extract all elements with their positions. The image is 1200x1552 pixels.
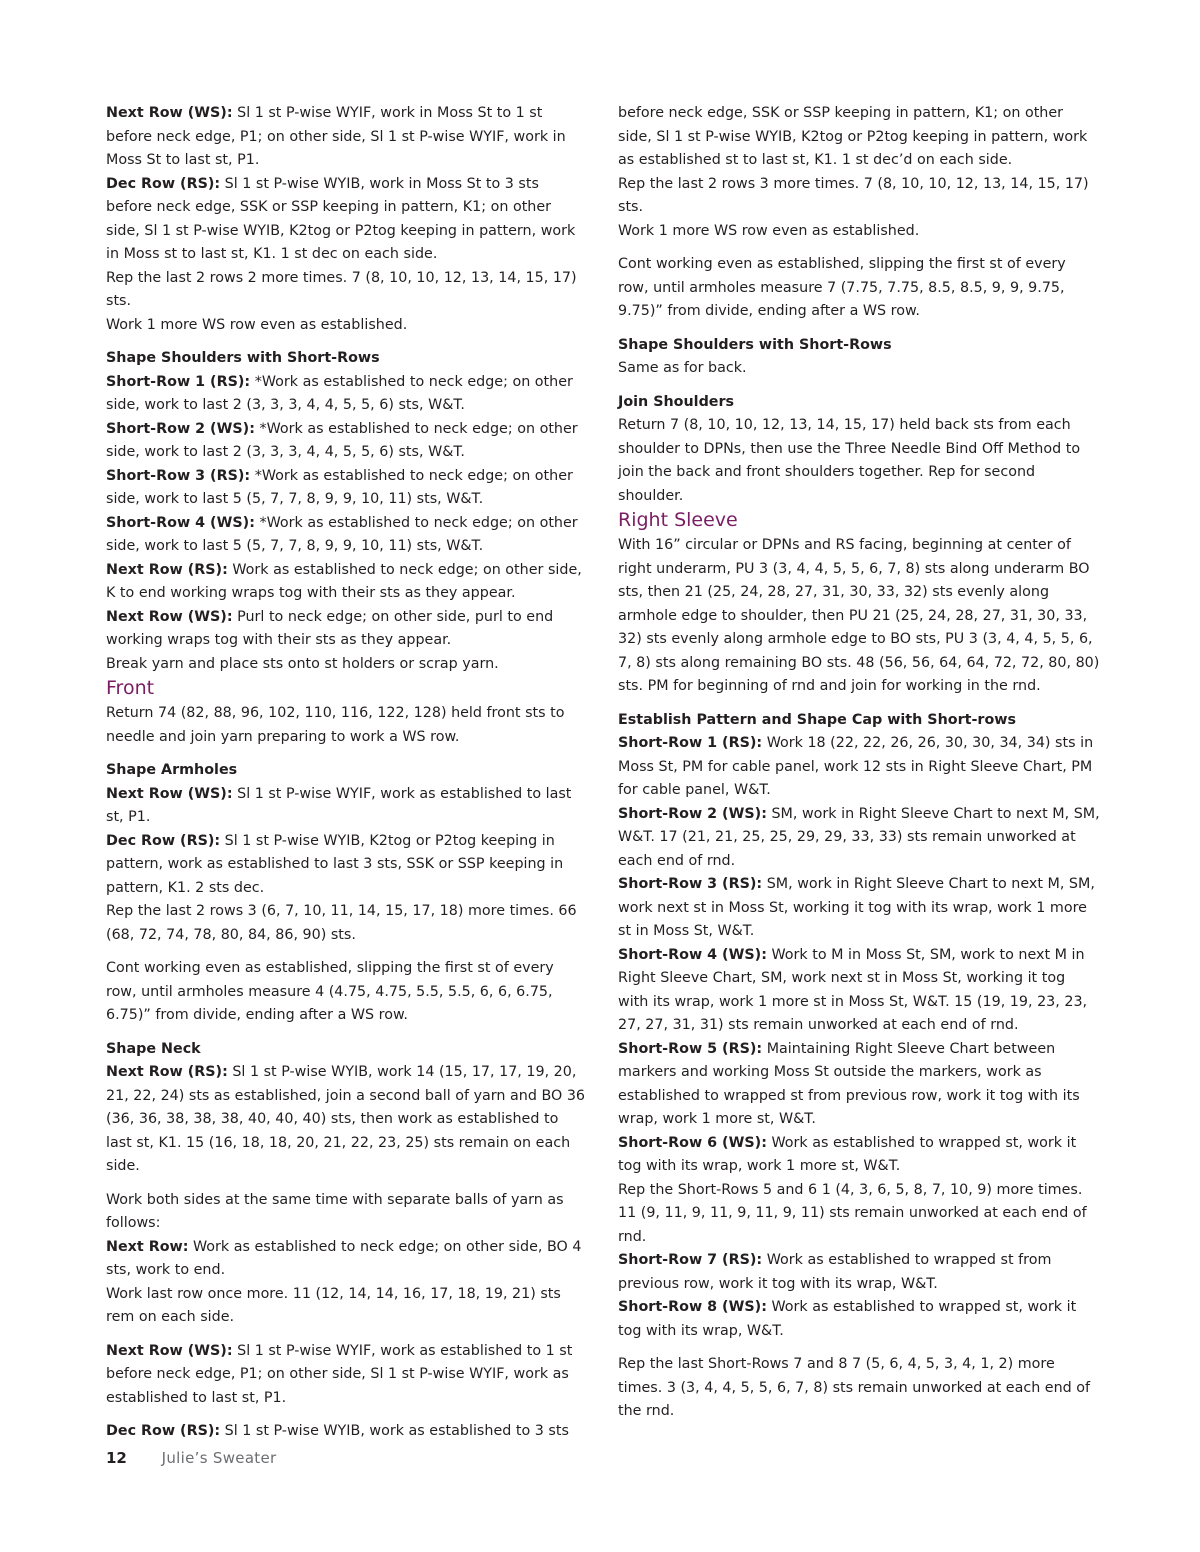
right-column (618, 102, 1100, 1424)
row-label: Short-Row 3 (RS): (106, 467, 251, 484)
instruction-paragraph (106, 783, 588, 830)
instruction-paragraph (618, 102, 1100, 173)
instruction-text: Work as established to wrapped st, work it tog with its wrap, W&T. (618, 1299, 1077, 1339)
instruction-paragraph (106, 830, 588, 901)
instruction-paragraph (106, 1061, 588, 1179)
row-label: Short-Row 4 (WS): (106, 514, 255, 531)
instruction-paragraph (618, 1353, 1100, 1424)
instruction-text: Return 74 (82, 88, 96, 102, 110, 116, 122, 128) held front sts to needle and join yarn preparing to work a WS row. (106, 705, 565, 745)
instruction-paragraph (106, 1283, 588, 1330)
instruction-text: Cont working even as established, slipping the first st of every row, until armholes measure 4 (4.75, 4.75, 5.5, 5.5, 6, 6, 6.75, 6.75)” from divide, ending after a WS row. (106, 960, 554, 1023)
instruction-paragraph (106, 559, 588, 606)
subheading: Establish Pattern and Shape Cap with Short-rows (618, 711, 1016, 728)
instruction-text: Cont working even as established, slipping the first st of every row, until armholes measure 7 (7.75, 7.75, 8.5, 8.5, 9, 9, 9.75, 9.75)” from divide, ending after a WS row. (618, 256, 1066, 319)
instruction-paragraph (618, 534, 1100, 699)
instruction-paragraph (618, 732, 1100, 803)
left-column (106, 102, 588, 1444)
section-heading: Right Sleeve (618, 509, 738, 531)
instruction-text: Work as established to neck edge; on other side, K to end working wraps tog with their sts as they appear. (106, 561, 582, 601)
instruction-text: *Work as established to neck edge; on other side, work to last 2 (3, 3, 3, 4, 4, 5, 5, 6) sts, W&T. (106, 373, 573, 413)
instruction-text: Sl 1 st P-wise WYIF, work as established to 1 st before neck edge, P1; on other side, Sl 1 st P-wise WYIF, work as established to last st, P1. (106, 1342, 573, 1406)
row-label: Short-Row 3 (RS): (618, 876, 763, 892)
instruction-paragraph (618, 173, 1100, 220)
row-label: Next Row (WS): (106, 105, 233, 121)
instruction-paragraph (618, 1249, 1100, 1296)
subheading: Shape Neck (106, 1040, 201, 1057)
instruction-text: Rep the last Short-Rows 7 and 8 7 (5, 6, 4, 5, 3, 4, 1, 2) more times. 3 (3, 4, 4, 5, 5, 6, 7, 8) sts remain unworked at each end of the rnd. (618, 1356, 1091, 1419)
row-label: Next Row (RS): (106, 1064, 228, 1080)
instruction-paragraph (618, 357, 1100, 381)
instruction-text: Break yarn and place sts onto st holders or scrap yarn. (106, 655, 499, 672)
instruction-text: Work to M in Moss St, SM, work to next M in Right Sleeve Chart, SM, work next st in Moss St, working it tog with its wrap, work 1 more st in Moss St, W&T. 15 (19, 19, 23, 23, 27, 27, 31, 31) sts remain unworked at each end of rnd. (618, 946, 1088, 1033)
instruction-paragraph (618, 253, 1100, 324)
instruction-text: Work 1 more WS row even as established. (618, 222, 920, 239)
row-label: Short-Row 6 (WS): (618, 1134, 767, 1151)
instruction-text: Rep the last 2 rows 3 more times. 7 (8, 10, 10, 12, 13, 14, 15, 17) sts. (618, 175, 1089, 215)
instruction-text: Sl 1 st P-wise WYIB, K2tog or P2tog keeping in pattern, work as established to last 3 sts, SSK or SSP keeping in pattern, K1. 2 sts dec. (106, 832, 564, 896)
instruction-text: Return 7 (8, 10, 10, 12, 13, 14, 15, 17) held back sts from each shoulder to DPNs, then use the Three Needle Bind Off Method to join the back and front shoulders together. Rep for second shoulder. (618, 417, 1081, 504)
instruction-text: *Work as established to neck edge; on other side, work to last 2 (3, 3, 3, 4, 4, 5, 5, 6) sts, W&T. (106, 420, 578, 460)
pattern-title: Julie’s Sweater (161, 1449, 277, 1467)
instruction-paragraph (106, 606, 588, 653)
instruction-text: Rep the last 2 rows 2 more times. 7 (8, 10, 10, 12, 13, 14, 15, 17) sts. (106, 269, 577, 309)
row-label: Next Row (WS): (106, 1342, 233, 1359)
instruction-paragraph (106, 267, 588, 314)
instruction-paragraph (106, 1340, 588, 1411)
row-label: Short-Row 2 (WS): (106, 420, 255, 437)
row-label: Short-Row 1 (RS): (106, 373, 251, 390)
subheading: Join Shoulders (618, 393, 735, 410)
instruction-paragraph (618, 1179, 1100, 1250)
instruction-text: Work as established to wrapped st from previous row, work it tog with its wrap, W&T. (618, 1252, 1052, 1292)
instruction-paragraph (618, 803, 1100, 874)
row-label: Short-Row 2 (WS): (618, 805, 767, 822)
instruction-text: before neck edge, SSK or SSP keeping in pattern, K1; on other side, Sl 1 st P-wise WYIB, K2tog or P2tog keeping in pattern, work as established st to last st, K1. 1 st dec’d on each side. (618, 105, 1088, 168)
instruction-paragraph (618, 944, 1100, 1038)
instruction-text: *Work as established to neck edge; on other side, work to last 5 (5, 7, 7, 8, 9, 9, 10, 11) sts, W&T. (106, 514, 578, 554)
row-label: Next Row (WS): (106, 785, 233, 802)
row-label: Short-Row 7 (RS): (618, 1252, 763, 1268)
instruction-text: Sl 1 st P-wise WYIF, work in Moss St to 1 st before neck edge, P1; on other side, Sl 1 st P-wise WYIF, work in Moss St to last st, P1. (106, 105, 566, 168)
row-label: Next Row: (106, 1238, 189, 1255)
instruction-paragraph (106, 173, 588, 267)
row-label: Short-Row 4 (WS): (618, 946, 767, 963)
instruction-text: Work as established to neck edge; on other side, BO 4 sts, work to end. (106, 1238, 582, 1278)
instruction-text: Work both sides at the same time with separate balls of yarn as follows: (106, 1191, 564, 1231)
instruction-text: Sl 1 st P-wise WYIF, work as established to last st, P1. (106, 785, 572, 825)
instruction-text: Same as for back. (618, 360, 747, 376)
instruction-paragraph (106, 900, 588, 947)
instruction-paragraph (106, 702, 588, 749)
page-footer (106, 1449, 277, 1467)
instruction-text: *Work as established to neck edge; on other side, work to last 5 (5, 7, 7, 8, 9, 9, 10, 11) sts, W&T. (106, 467, 573, 507)
instruction-text: Sl 1 st P-wise WYIB, work as established to 3 sts (220, 1423, 569, 1439)
instruction-text: Work last row once more. 11 (12, 14, 14, 16, 17, 18, 19, 21) sts rem on each side. (106, 1285, 561, 1325)
instruction-paragraph (106, 371, 588, 418)
instruction-text: Maintaining Right Sleeve Chart between markers and working Moss St outside the markers, work as established to wrapped st from previous row, work it tog with its wrap, work 1 more st, W&T. (618, 1040, 1080, 1127)
instruction-text: Sl 1 st P-wise WYIB, work 14 (15, 17, 17, 19, 20, 21, 22, 24) sts as established, join a second ball of yarn and BO 36 (36, 36, 38, 38, 38, 40, 40, 40) sts, then work as established to last st, K1. 15 (16, 18, 18, 20, 21, 22, 23, 25) sts remain on each side. (106, 1064, 586, 1174)
instruction-paragraph (106, 957, 588, 1028)
section-heading: Front (106, 677, 155, 699)
row-label: Short-Row 8 (WS): (618, 1299, 767, 1315)
instruction-paragraph (106, 314, 588, 338)
instruction-text: SM, work in Right Sleeve Chart to next M, SM, work next st in Moss St, working it tog with its wrap, work 1 more st in Moss St, W&T. (618, 876, 1095, 939)
instruction-paragraph (106, 512, 588, 559)
subheading: Shape Shoulders with Short-Rows (618, 336, 892, 353)
instruction-text: Sl 1 st P-wise WYIB, work in Moss St to 3 sts before neck edge, SSK or SSP keeping in pattern, K1; on other side, Sl 1 st P-wise WYIB, K2tog or P2tog keeping in pattern, work in Moss st to last st, K1. 1 st dec on each side. (106, 175, 576, 262)
row-label: Next Row (WS): (106, 608, 233, 625)
row-label: Dec Row (RS): (106, 175, 221, 192)
instruction-text: Work as established to wrapped st, work it tog with its wrap, work 1 more st, W&T. (618, 1134, 1077, 1174)
row-label: Short-Row 1 (RS): (618, 735, 763, 751)
instruction-paragraph (106, 1420, 588, 1444)
instruction-paragraph (618, 220, 1100, 244)
instruction-text: Work 18 (22, 22, 26, 26, 30, 30, 34, 34) sts in Moss St, PM for cable panel, work 12 sts in Right Sleeve Chart, PM for cable panel, W&T. (618, 735, 1094, 798)
instruction-text: With 16” circular or DPNs and RS facing, beginning at center of right underarm, PU 3 (3, 4, 4, 5, 5, 6, 7, 8) sts along underarm BO sts, then 21 (25, 24, 28, 27, 31, 30, 33, 32) sts evenly along armhole edge to shoulder, then PU 21 (25, 24, 28, 27, 31, 30, 33, 32) sts evenly along armhole edge to BO sts, PU 3 (3, 4, 4, 5, 5, 6, 7, 8) sts along remaining BO sts. 48 (56, 56, 64, 64, 72, 72, 80, 80) sts. PM for beginning of rnd and join for working in the rnd. (618, 537, 1100, 694)
row-label: Dec Row (RS): (106, 832, 221, 849)
instruction-paragraph (618, 873, 1100, 944)
instruction-text: SM, work in Right Sleeve Chart to next M, SM, W&T. 17 (21, 21, 25, 25, 29, 29, 33, 33) sts remain unworked at each end of rnd. (618, 805, 1100, 869)
row-label: Short-Row 5 (RS): (618, 1040, 763, 1057)
instruction-paragraph (618, 1038, 1100, 1132)
page-number: 12 (106, 1449, 127, 1467)
instruction-text: Work 1 more WS row even as established. (106, 316, 408, 333)
row-label: Next Row (RS): (106, 561, 228, 578)
instruction-text: Rep the Short-Rows 5 and 6 1 (4, 3, 6, 5, 8, 7, 10, 9) more times. 11 (9, 11, 9, 11, 9, 11, 9, 11) sts remain unworked at each end of rnd. (618, 1181, 1087, 1245)
instruction-text: Rep the last 2 rows 3 (6, 7, 10, 11, 14, 15, 17, 18) more times. 66 (68, 72, 74, 78, 80, 84, 86, 90) sts. (106, 903, 577, 943)
instruction-paragraph (106, 653, 588, 677)
instruction-paragraph (106, 418, 588, 465)
instruction-paragraph (106, 465, 588, 512)
instruction-text: Purl to neck edge; on other side, purl to end working wraps tog with their sts as they appear. (106, 608, 554, 648)
instruction-paragraph (618, 414, 1100, 508)
subheading: Shape Armholes (106, 762, 238, 778)
instruction-paragraph (106, 1236, 588, 1283)
instruction-paragraph (106, 1189, 588, 1236)
row-label: Dec Row (RS): (106, 1423, 221, 1439)
subheading: Shape Shoulders with Short-Rows (106, 350, 380, 366)
instruction-paragraph (106, 102, 588, 173)
instruction-paragraph (618, 1132, 1100, 1179)
instruction-paragraph (618, 1296, 1100, 1343)
